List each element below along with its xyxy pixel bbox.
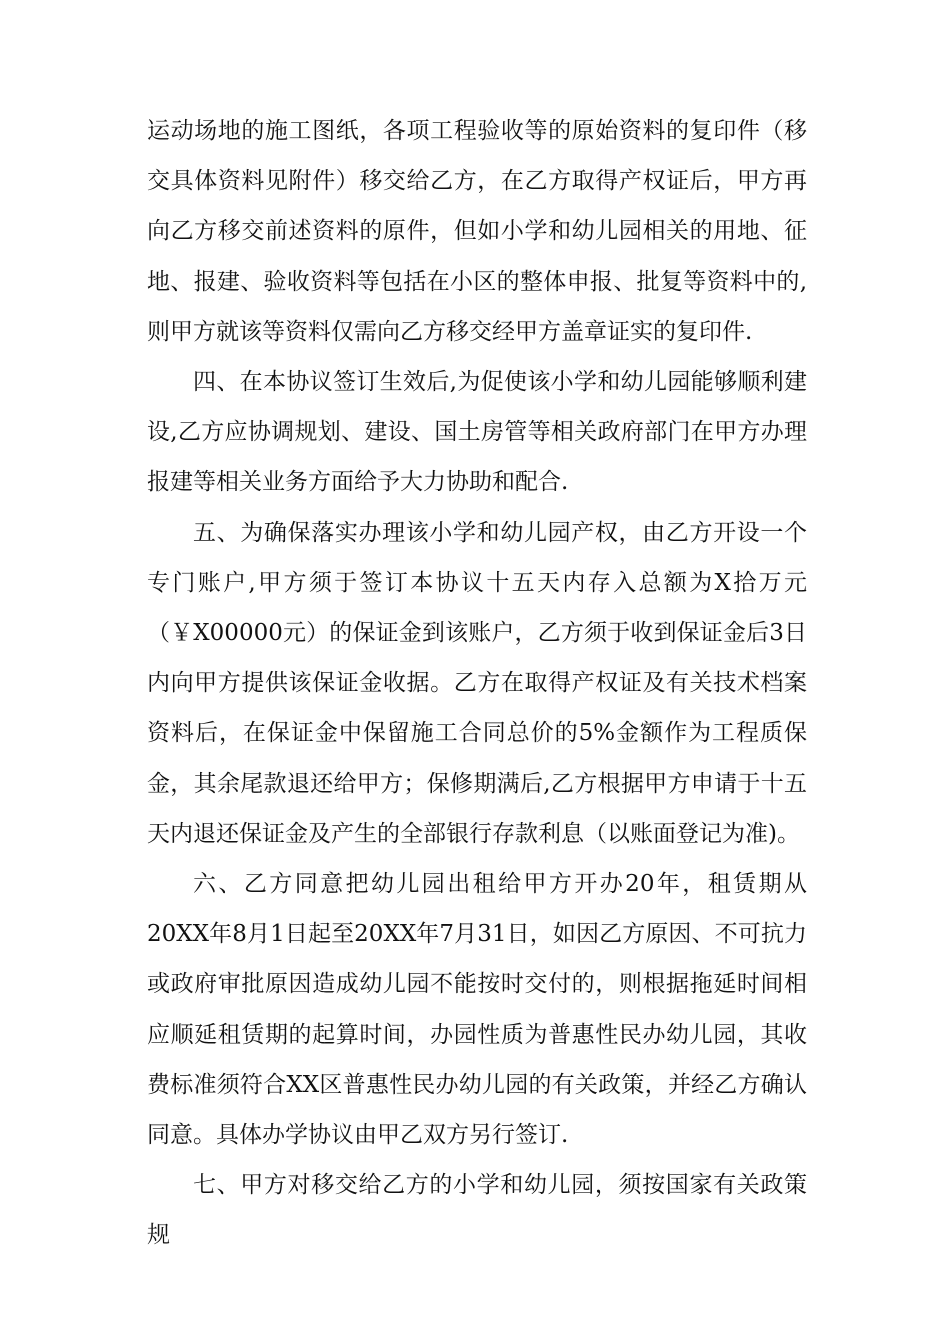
paragraph-1: 运动场地的施工图纸，各项工程验收等的原始资料的复印件（移交具体资料见附件）移交给乙方，在乙方取得产权证后，甲方再向乙方移交前述资料的原件，但如小学和幼儿园相关的用地、征地、报建、验收资料等包括在小区的整体申报、批复等资料中的,则甲方就该等资料仅需向乙方移交经甲方盖章证实的复印件. — [147, 118, 807, 345]
document-body — [147, 106, 807, 1261]
paragraph-clause-5: 五、为确保落实办理该小学和幼儿园产权，由乙方开设一个专门账户,甲方须于签订本协议十五天内存入总额为X拾万元（￥X00000元）的保证金到该账户，乙方须于收到保证金后3日内向甲方提供该保证金收据。乙方在取得产权证及有关技术档案资料后，在保证金中保留施工合同总价的5%金额作为工程质保金，其余尾款退还给甲方；保修期满后,乙方根据甲方申请于十五天内退还保证金及产生的全部银行存款利息（以账面登记为准)。 — [147, 519, 807, 847]
paragraph-clause-4: 四、在本协议签订生效后,为促使该小学和幼儿园能够顺利建设,乙方应协调规划、建设、国土房管等相关政府部门在甲方办理报建等相关业务方面给予大力协助和配合. — [147, 369, 807, 496]
paragraph-clause-7: 七、甲方对移交给乙方的小学和幼儿园，须按国家有关政策规 — [147, 1172, 807, 1249]
paragraph-clause-6: 六、乙方同意把幼儿园出租给甲方开办20年，租赁期从20XX年8月1日起至20XX年7月31日，如因乙方原因、不可抗力或政府审批原因造成幼儿园不能按时交付的，则根据拖延时间相应顺延租赁期的起算时间，办园性质为普惠性民办幼儿园，其收费标准须符合XX区普惠性民办幼儿园的有关政策，并经乙方确认同意。具体办学协议由甲乙双方另行签订. — [147, 871, 807, 1149]
